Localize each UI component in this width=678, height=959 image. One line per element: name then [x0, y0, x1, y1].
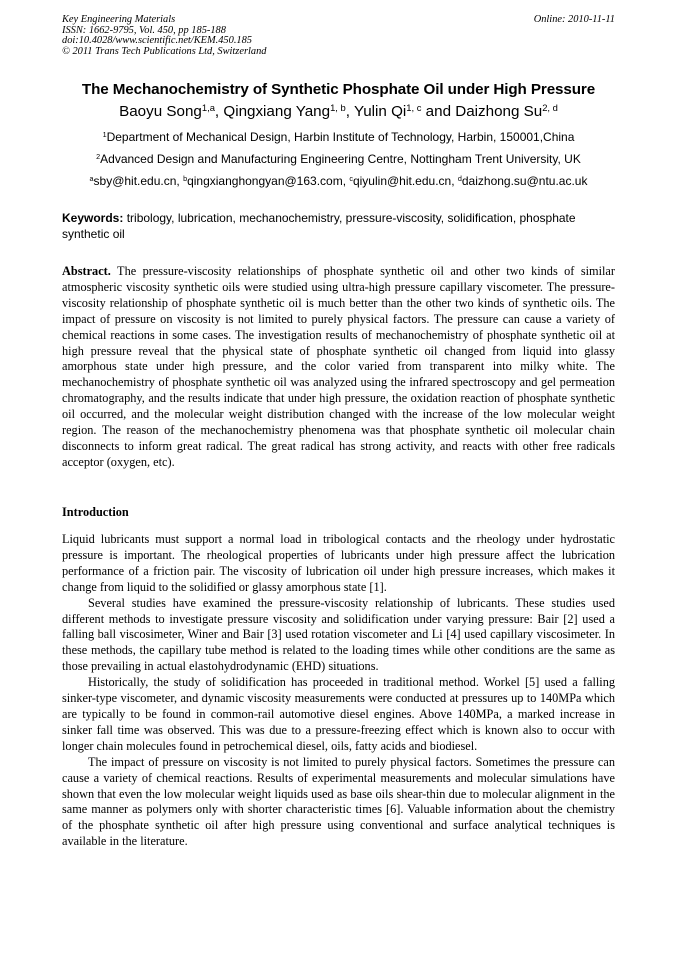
author-sup: 2, d	[542, 101, 558, 113]
paragraph: The impact of pressure on viscosity is not limited to purely physical factors. Sometimes the pressure can cause a variety of chemical reactions. Results of experimental measurements and molecular simulations have shown that even the low molecular weight liquids used as base oils shear-thin due to molecular alignment in the same manner as polymers only with shorter characteristic times [6]. Valuable information about the chemistry of the phosphate synthetic oil after high pressure using conventional and surface analytical techniques is available in the literature.	[62, 754, 615, 849]
affiliation-text: Department of Mechanical Design, Harbin Institute of Technology, Harbin, 150001,China	[106, 130, 575, 144]
email-sup: c	[349, 174, 353, 184]
keywords-text: tribology, lubrication, mechanochemistry, pressure-viscosity, solidification, phosphate synthetic oil	[62, 211, 576, 241]
author-sup: 1, b	[330, 101, 346, 113]
email: qiyulin@hit.edu.cn,	[352, 174, 458, 188]
email: qingxianghongyan@163.com,	[187, 174, 350, 188]
email: daizhong.su@ntu.ac.uk	[461, 174, 588, 188]
author-name: Qingxiang Yang	[223, 103, 331, 120]
affiliation-text: Advanced Design and Manufacturing Engineering Centre, Nottingham Trent University, UK	[100, 152, 581, 166]
affiliation-1	[62, 130, 615, 144]
paragraph: Several studies have examined the pressure-viscosity relationship of lubricants. These studies used different methods to investigate pressure viscosity and solidification under varying pressure: Bair [2] used a falling ball viscosimeter, Winer and Bair [3] used rotation viscometer and Li [4] used capillary viscosimeter. In these methods, the capillary tube method is related to the loading times while other conditions are the same as those prevailing in actual elastohydrodynamic (EHD) situations.	[62, 595, 615, 674]
abstract	[62, 264, 615, 471]
abstract-text: The pressure-viscosity relationships of phosphate synthetic oil and other two kinds of similar atmospheric viscosity synthetic oils were studied using ultra-high pressure capillary viscometer. The pressure-viscosity relationship of phosphate synthetic oil is much better than the other two kinds of synthetic oils. The impact of pressure on viscosity is not limited to purely physical factors. The pressure can cause a variety of chemical reactions in some cases. The investigation results of mechanochemistry of phosphate synthetic oil at high pressure reveal that the physical state of phosphate synthetic oil changed from liquid into glassy amorphous state under high pressure, and the color varied from transparent into milky white. The mechanochemistry of phosphate synthetic oil was analyzed using the infrared spectroscopy and gel permeation chromatography, and the results indicate that under high pressure, the oxidation reaction of phosphate synthetic oil occurred, and the molecular weight distribution changed with the increase of the low molecular weight region. The reason of the mechanochemistry phenomena was that phosphate synthetic oil molecular chain disconnects to inform great radical. The great radical has strong activity, and reacts with other free radicals acceptor (oxygen, etc).	[62, 264, 615, 469]
affiliation-2	[62, 152, 615, 166]
keywords	[62, 211, 615, 242]
issn-line: ISSN: 1662-9795, Vol. 450, pp 185-188	[62, 24, 226, 36]
affiliation-sup: 2	[96, 152, 101, 162]
separator: and	[421, 103, 456, 120]
paragraph: Historically, the study of solidification has proceeded in traditional method. Workel [5] used a falling sinker-type viscometer, and dynamic viscosity measurements were conducted at pressures up to 140MPa which are typically to be found in common-rail automotive diesel engines. Above 140MPa, a marked increase in sinker fall time was observed. This was due to a pressure-freezing effect which is known also to occur with longer chain molecules found in petrochemical diesel, oils, fatty acids and biodiesel.	[62, 675, 615, 753]
author-name: Yulin Qi	[353, 103, 407, 120]
paragraph: Liquid lubricants must support a normal load in tribological contacts and the rheology under hydrostatic pressure is important. The rheological properties of lubricants under high pressure affect the lubrication performance of a friction pair. The viscosity of lubrication oil under high pressure increases, which makes it change from liquid to the solidified or glassy amorphous state [1].	[62, 532, 615, 594]
author-sup: 1,a	[201, 101, 215, 113]
online-date: Online: 2010-11-11	[533, 14, 615, 25]
copyright-line: © 2011 Trans Tech Publications Ltd, Switzerland	[62, 45, 267, 57]
email-line	[62, 174, 615, 188]
separator: ,	[214, 103, 224, 120]
email-sup: b	[183, 174, 188, 184]
journal-name: Key Engineering Materials	[62, 14, 176, 25]
author-name: Daizhong Su	[455, 103, 543, 120]
abstract-label: Abstract.	[62, 264, 111, 278]
introduction-body	[62, 532, 615, 850]
journal-header	[62, 15, 462, 57]
keywords-label: Keywords:	[62, 211, 124, 225]
section-heading-introduction: Introduction	[62, 505, 129, 519]
author-name: Baoyu Song	[119, 103, 202, 120]
author-list	[62, 103, 615, 120]
email-sup: d	[457, 174, 462, 184]
email-sup: a	[89, 174, 94, 184]
email: sby@hit.edu.cn,	[93, 174, 184, 188]
paper-title: The Mechanochemistry of Synthetic Phosphate Oil under High Pressure	[81, 81, 596, 98]
affiliation-sup: 1	[102, 130, 107, 140]
separator: ,	[345, 103, 354, 120]
doi-line: doi:10.4028/www.scientific.net/KEM.450.185	[62, 35, 252, 47]
author-sup: 1, c	[406, 101, 422, 113]
